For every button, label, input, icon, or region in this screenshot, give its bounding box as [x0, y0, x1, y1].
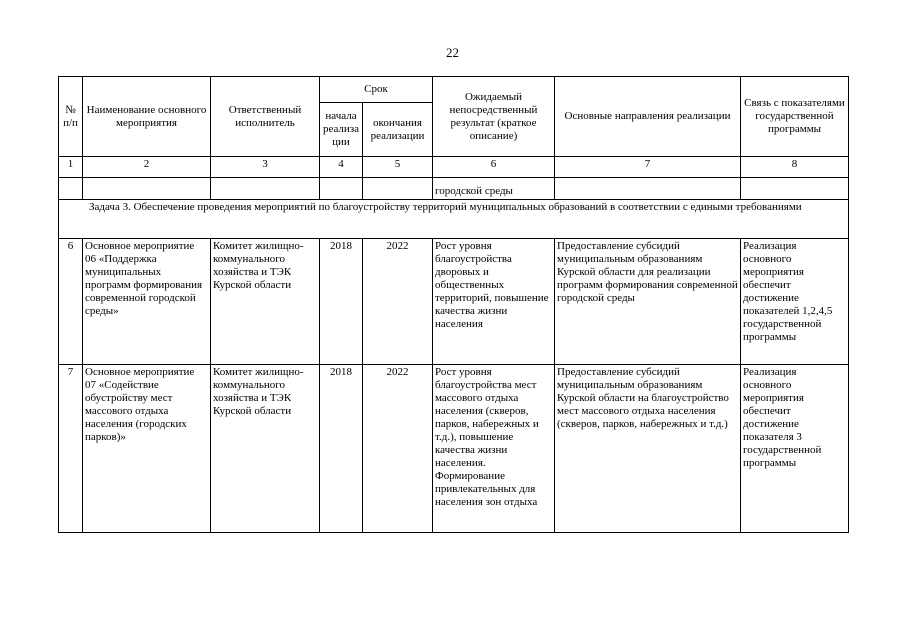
column-number: 8 [741, 157, 849, 178]
header-result: Ожидаемый непосредственный результат (краткое описание) [433, 77, 555, 157]
column-number: 5 [363, 157, 433, 178]
column-number: 6 [433, 157, 555, 178]
activity-link: Реализация основного мероприятия обеспечит достижение показателя 3 государственной программы [741, 365, 849, 533]
activity-end: 2022 [363, 365, 433, 533]
page-number: 22 [446, 45, 459, 60]
task-title: Задача 3. Обеспечение проведения мероприятий по благоустройству территорий муниципальных образований в соответствии с едиными требованиями [59, 200, 849, 239]
header-srok: Срок [320, 77, 433, 103]
header-directions: Основные направления реализации [555, 77, 741, 157]
continuation-row [59, 178, 849, 200]
table-row [59, 365, 849, 533]
continuation-result: городской среды [433, 178, 555, 200]
activity-link: Реализация основного мероприятия обеспечит достижение показателей 1,2,4,5 государственной программы [741, 239, 849, 365]
header-num: № п/п [59, 77, 83, 157]
activity-end: 2022 [363, 239, 433, 365]
activity-directions: Предоставление субсидий муниципальным образованиям Курской области на благоустройство мест массового отдыха населения (скверов, парков, набережных и т.д.) [555, 365, 741, 533]
activity-name: Основное мероприятие 07 «Содействие обустройству мест массового отдыха населения (городских парков)» [83, 365, 211, 533]
header-name: Наименование основного мероприятия [83, 77, 211, 157]
header-start: начала реализации [320, 103, 363, 157]
activity-directions: Предоставление субсидий муниципальным образованиям Курской области для реализации программ формирования современной городской среды [555, 239, 741, 365]
header-executor: Ответственный исполнитель [211, 77, 320, 157]
task-row [59, 200, 849, 239]
activity-executor: Комитет жилищно-коммунального хозяйства и ТЭК Курской области [211, 239, 320, 365]
activities-table [58, 76, 849, 533]
table-row [59, 239, 849, 365]
column-number: 7 [555, 157, 741, 178]
column-number: 2 [83, 157, 211, 178]
activity-name: Основное мероприятие 06 «Поддержка муниципальных программ формирования современной городской среды» [83, 239, 211, 365]
activity-result: Рост уровня благоустройства мест массового отдыха населения (скверов, парков, набережных и т.д.), повышение качества жизни населения. Формирование привлекательных для населения зон отдыха [433, 365, 555, 533]
column-number: 3 [211, 157, 320, 178]
activity-executor: Комитет жилищно-коммунального хозяйства и ТЭК Курской области [211, 365, 320, 533]
row-number: 6 [59, 239, 83, 365]
activity-start: 2018 [320, 365, 363, 533]
column-number: 1 [59, 157, 83, 178]
row-number: 7 [59, 365, 83, 533]
column-number: 4 [320, 157, 363, 178]
header-link: Связь с показателями государственной программы [741, 77, 849, 157]
header-end: окончания реализации [363, 103, 433, 157]
activity-result: Рост уровня благоустройства дворовых и общественных территорий, повышение качества жизни населения [433, 239, 555, 365]
column-numbers-row [59, 157, 849, 178]
activity-start: 2018 [320, 239, 363, 365]
